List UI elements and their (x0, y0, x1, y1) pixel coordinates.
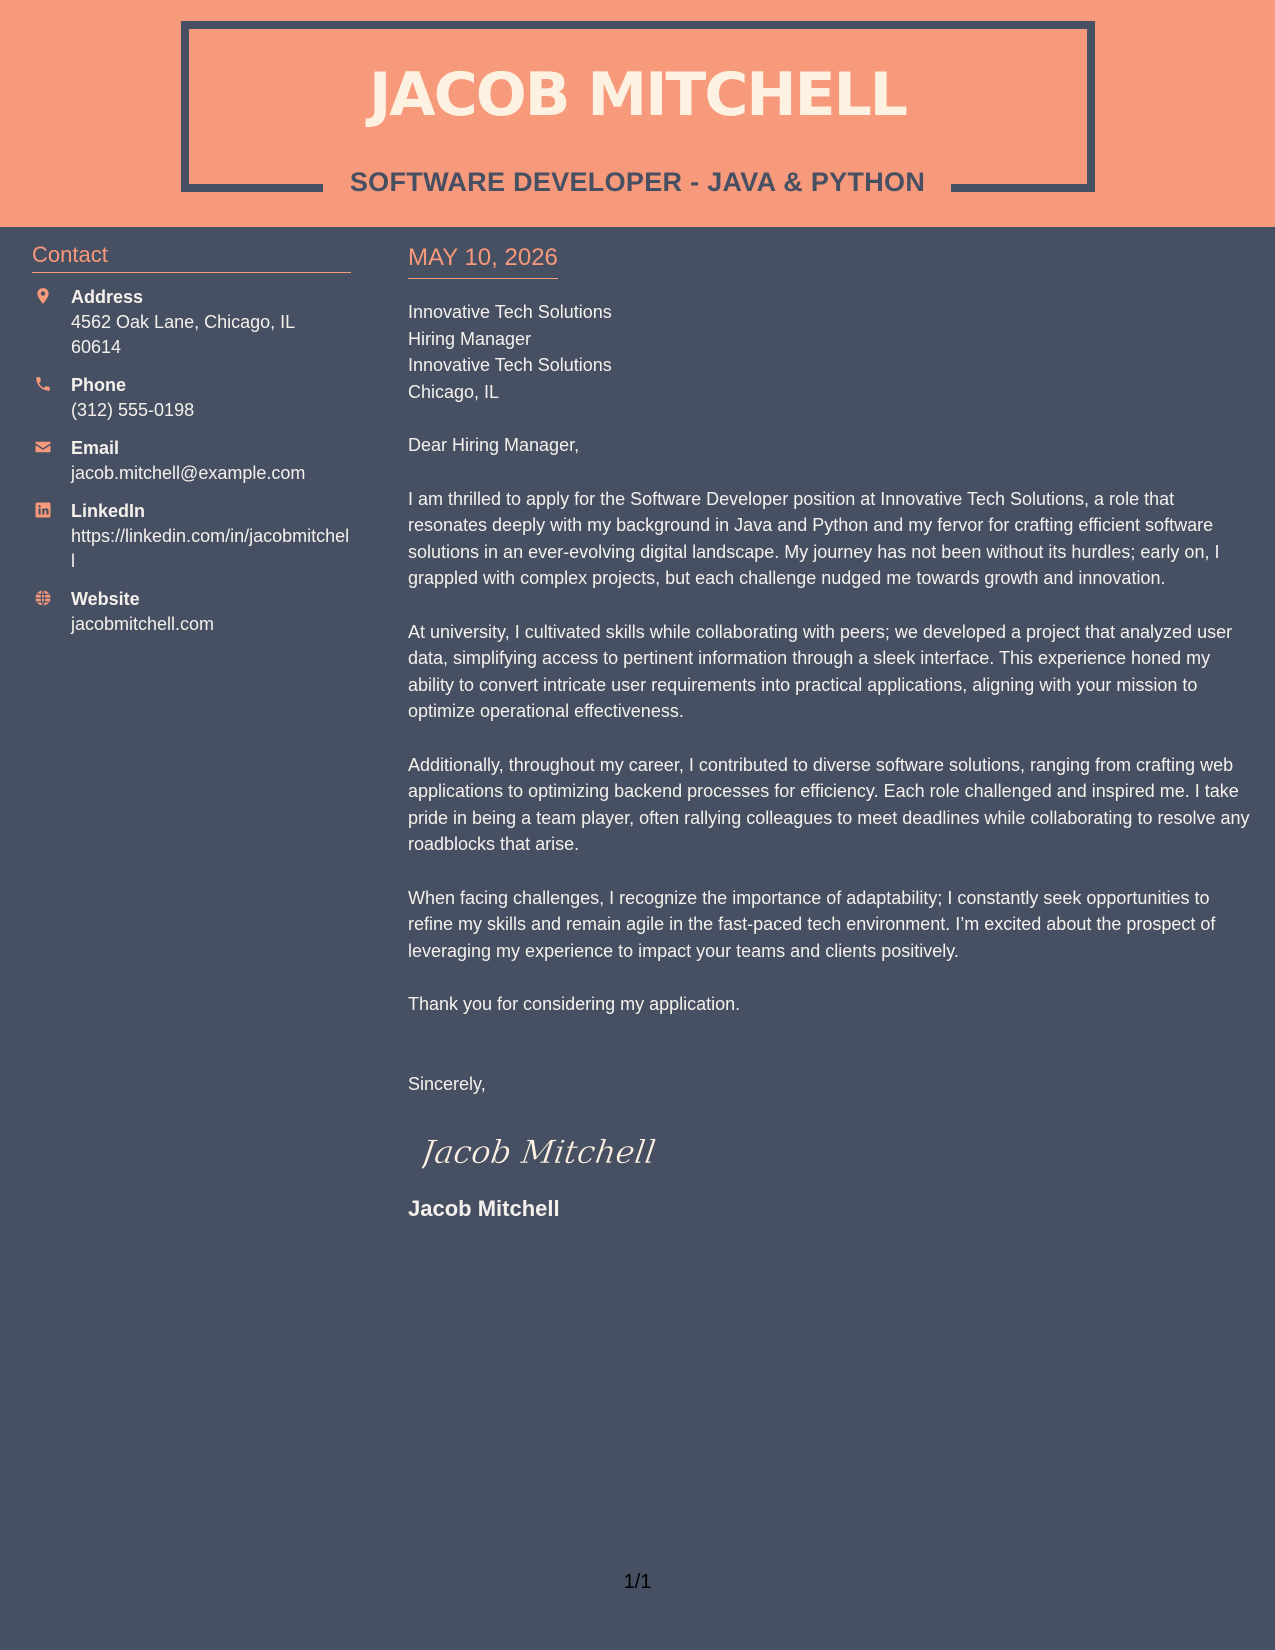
signed-name: Jacob Mitchell (408, 1196, 560, 1221)
envelope-icon (34, 438, 52, 456)
recipient-line: Chicago, IL (408, 381, 500, 402)
phone-value: (312) 555-0198 (71, 400, 195, 420)
recipient-line: Innovative Tech Solutions (408, 302, 612, 322)
linkedin-icon (34, 501, 52, 519)
contact-label: Phone (71, 375, 127, 395)
contact-item-phone (32, 373, 351, 423)
contact-sidebar (32, 242, 351, 650)
recipient-line: Innovative Tech Solutions (408, 355, 612, 375)
paragraph: At university, I cultivated skills while collaborating with peers; we developed a project that analyzed user data, simplifying access to pertinent information through a sleek interface. This experience honed my ability to convert intricate user requirements into practical applications, aligning with your mission to optimize operational effectiveness. (408, 621, 1233, 721)
contact-label: Website (71, 589, 140, 609)
address-value: 4562 Oak Lane, Chicago, IL 60614 (71, 312, 295, 357)
paragraph: When facing challenges, I recognize the importance of adaptability; I constantly seek opportunities to refine my skills and remain agile in the fast-paced tech environment. I’m excited about the prospect of leveraging my experience to impact your teams and clients positively. (408, 887, 1216, 961)
map-pin-icon (34, 287, 52, 305)
paragraph: Thank you for considering my application. (408, 994, 741, 1014)
contact-item-linkedin (32, 499, 351, 574)
phone-icon (34, 375, 52, 393)
contact-item-email (32, 436, 351, 486)
recipient-block (408, 299, 1250, 405)
contact-item-address (32, 285, 351, 360)
contact-label: Address (71, 287, 144, 307)
job-title: SOFTWARE DEVELOPER - JAVA & PYTHON (349, 167, 926, 197)
signature-image (422, 1123, 662, 1181)
closing: Sincerely, (408, 1073, 486, 1094)
globe-icon (34, 589, 52, 607)
contact-list (32, 285, 351, 637)
website-value: jacobmitchell.com (71, 614, 215, 634)
salutation: Dear Hiring Manager, (408, 435, 580, 455)
page-number: 1/1 (623, 1571, 652, 1593)
letter-date: MAY 10, 2026 (408, 244, 558, 279)
contact-heading: Contact (32, 242, 351, 273)
candidate-name: JACOB MITCHELL (368, 60, 907, 130)
svg-text:Jacob Mitchell: Jacob Mitchell (422, 1133, 659, 1171)
letter-body (408, 244, 1250, 1222)
linkedin-value: https://linkedin.com/in/jacobmitchell (71, 526, 350, 571)
header-banner (0, 0, 1275, 227)
contact-label: LinkedIn (71, 501, 146, 521)
contact-item-website (32, 587, 351, 637)
paragraph: Additionally, throughout my career, I contributed to diverse software solutions, ranging from crafting web applications to optimizing backend processes for efficiency. Each role challenged and inspired me. I take pride in being a team player, often rallying colleagues to meet deadlines while collaborating to resolve any roadblocks that arise. (408, 754, 1250, 854)
email-value: jacob.mitchell@example.com (71, 463, 306, 483)
paragraph: I am thrilled to apply for the Software Developer position at Innovative Tech Solutions, a role that resonates deeply with my background in Java and Python and my fervor for crafting efficient software solutions in an ever-evolving digital landscape. My journey has not been without its hurdles; early on, I grappled with complex projects, but each challenge nudged me towards growth and innovation. (408, 488, 1220, 588)
contact-label: Email (71, 438, 120, 458)
recipient-line: Hiring Manager (408, 328, 532, 349)
